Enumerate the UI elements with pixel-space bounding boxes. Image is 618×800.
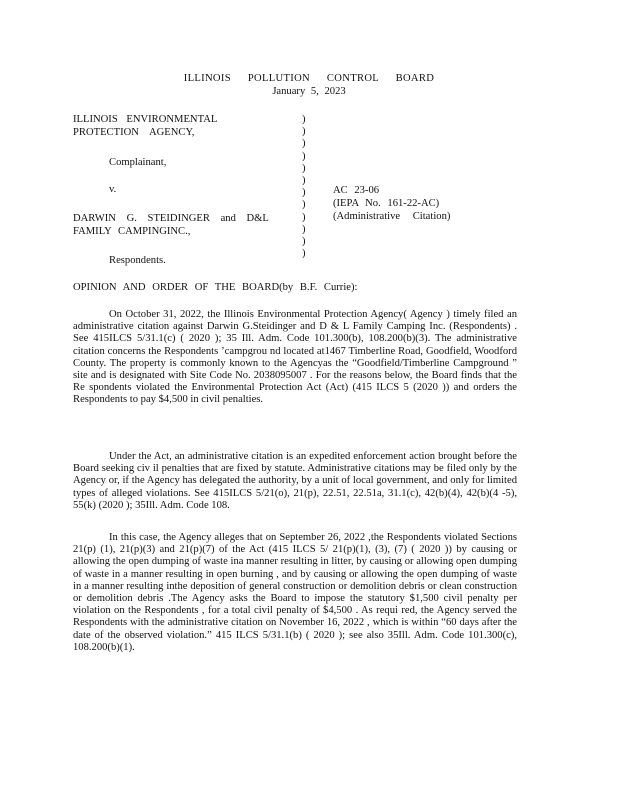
body-paragraph-1: [73, 309, 517, 407]
case-type: (Administrative Citation): [333, 211, 451, 222]
versus-label: v.: [109, 184, 117, 195]
body-paragraph-2: [73, 451, 517, 512]
caption-paren: ): [302, 114, 306, 125]
caption-parenthesis-column: [302, 114, 306, 260]
caption-paren: ): [302, 138, 306, 150]
case-number: AC 23-06: [333, 185, 380, 196]
complainant-name-line1: ILLINOIS ENVIRONMENTAL: [73, 114, 218, 125]
complainant-name-line2: PROTECTION AGENCY,: [73, 127, 195, 138]
caption-paren: ): [302, 162, 306, 174]
respondent-name-line1: DARWIN G. STEIDINGER and D&L: [73, 213, 269, 224]
caption-paren: ): [302, 211, 306, 223]
caption-paren: ): [302, 223, 306, 235]
body-paragraph-3: [73, 532, 517, 654]
caption-paren: ): [302, 235, 306, 247]
caption-paren: ): [302, 248, 306, 260]
caption-paren: ): [302, 126, 306, 138]
caption-paren: ): [302, 199, 306, 211]
caption-paren: ): [302, 187, 306, 199]
respondent-label: Respondents.: [109, 255, 166, 266]
paragraph-text: Under the Act, an administrative citation is an expedited enforcement action brought before the Board seeking civ il penalties that are fixed by statute. Administrative citations may be filed only by the Agency or, if the Agency has delegated the authority, by a unit of local government, and only for limited types of alleged violations. See 415ILCS 5/21(o), 21(p), 22.51, 22.51a, 31.1(c), 42(b)(4), 42(b)(4 -5), 55(k) (2020 ); 35Ill. Adm. Code 108.: [73, 451, 517, 511]
board-name-heading: ILLINOIS POLLUTION CONTROL BOARD: [183, 73, 435, 84]
caption-paren: ): [302, 174, 306, 186]
paragraph-text: In this case, the Agency alleges that on September 26, 2022 ,the Respondents violated Sections 21(p) (1), 21(p)(3) and 21(p)(7) of the Act (415 ILCS 5/ 21(p)(1), (3), (7) ( 2020 )) by causing or allowing the open dumping of waste ina manner resulting in litter, by causing or allowing open dumping of waste in a manner resulting in open burning , and by causing or allowing the open dumping of waste in a manner resulting inthe deposition of general construction or demolition debris or clean construction or demolition debris .The Agency asks the Board to impose the statutory $1,500 civil penalty per violation on the Respondents , for a total civil penalty of $4,500 . As requi red, the Agency served the Respondents with the administrative citation on November 16, 2022 , which is within “60 days after the date of the observed violation.” 415 ILCS 5/31.1(b) ( 2020 ); see also 35Ill. Adm. Code 101.300(c), 108.200(b)(1).: [73, 532, 517, 653]
caption-paren: ): [302, 150, 306, 162]
paragraph-text: On October 31, 2022, the Illinois Environmental Protection Agency( Agency ) timely filed an administrative citation against Darwin G.Steidinger and D & L Family Camping Inc. (Respondents) . See 415ILCS 5/31.1(c) ( 2020 ); 35 Ill. Adm. Code 101.300(b), 108.200(b)(3). The administrative citation concerns the Respondents ’campgrou nd located at1467 Timberline Road, Goodfield, Woodford County. The property is commonly known to the Agencyas the “Goodfield/Timberline Campground ” site and is designated with Site Code No. 2038095007 . For the reasons below, the Board finds that the Re spondents violated the Environmental Protection Act (Act) (415 ILCS 5 (2020 )) and orders the Respondents to pay $4,500 in civil penalties.: [73, 309, 517, 406]
document-date: January 5, 2023: [272, 86, 346, 97]
iepa-number: (IEPA No. 161-22-AC): [333, 198, 440, 209]
respondent-name-line2: FAMILY CAMPINGINC.,: [73, 226, 191, 237]
opinion-heading: OPINION AND ORDER OF THE BOARD(by B.F. Currie):: [73, 282, 358, 293]
complainant-label: Complainant,: [109, 157, 167, 168]
